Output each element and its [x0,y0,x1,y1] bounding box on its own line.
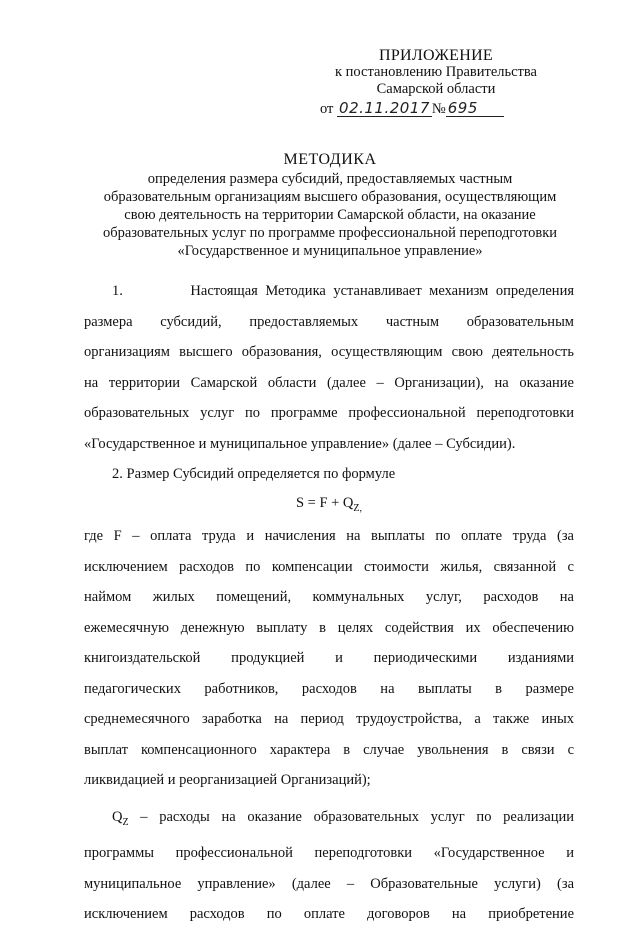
text-line: 1. Настоящая Методика устанавливает механизм определения [112,283,574,299]
handwritten-number: 695 [446,100,504,117]
subtitle-line: образовательным организациям высшего образования, осуществляющим [103,189,557,205]
appendix-line-2: Самарской области [376,81,496,97]
paragraph-1 [84,276,574,459]
appendix-line-1: к постановлению Правительства [335,64,537,80]
text-line: педагогических работников, расходов на выплаты в размере [84,680,574,697]
subtitle-line: определения размера субсидий, предоставляемых частным [147,171,513,187]
text-line: «Государственное и муниципальное управление» (далее – Субсидии). [84,435,516,452]
appendix-dateline [306,100,566,118]
appendix-header [306,47,566,118]
subtitle-line: образовательных услуг по программе профессиональной переподготовки [102,225,558,241]
text-line: исключением расходов по компенсации стоимости жилья, связанной с [84,558,574,575]
paragraph-4 [84,802,574,930]
paragraph-2: 2. Размер Субсидий определяется по формуле [112,466,396,482]
text-line: книгоиздательской продукцией и периодическими изданиями [84,650,574,667]
formula-subscript: Z, [353,502,363,514]
subtitle-line: свою деятельность на территории Самарской области, на оказание [124,207,536,223]
formula [84,490,574,522]
handwritten-date: 02.11.2017 [339,99,430,117]
document-heading: МЕТОДИКА [283,151,377,168]
subtitle-line: «Государственное и муниципальное управление» [177,243,483,259]
text-line: муниципальное управление» (далее – Образовательные услуги) (за [84,875,574,892]
number-prefix: № [431,101,446,117]
q-subscript: Z [122,816,129,828]
text-line: программы профессиональной переподготовки «Государственное и [84,845,574,862]
document-subtitle [60,170,600,260]
text-fragment: – расходы на оказание образовательных услуг по реализации [128,808,574,825]
text-line [84,802,574,838]
document-body [84,276,574,930]
text-line: наймом жилых помещений, коммунальных услуг, расходов на [84,589,574,606]
formula-text: S = F + Q [295,494,354,511]
text-line: размера субсидий, предоставляемых частным образовательным [84,313,574,330]
appendix-title: ПРИЛОЖЕНИЕ [378,47,493,64]
text-line: на территории Самарской области (далее – Организации), на оказание [84,374,574,391]
document-title-block [60,151,600,260]
text-line: выплат компенсационного характера в случае увольнения в связи с [84,741,574,758]
paragraph-3 [84,521,574,796]
text-line: исключением расходов по оплате договоров на приобретение [84,906,574,923]
text-line: среднемесячного заработка на период трудоустройства, а также иных [84,711,574,728]
text-line: образовательных услуг по программе профессиональной переподготовки [84,405,574,421]
text-line: где F – оплата труда и начисления на выплаты по оплате труда (за [84,528,574,545]
q-symbol: Q [112,808,123,825]
date-prefix: от [320,101,334,117]
text-line: ежемесячную денежную выплату в целях содействия их обеспечению [84,619,574,636]
text-line: ликвидацией и реорганизацией Организаций); [84,772,371,789]
text-line: организациям высшего образования, осуществляющим свою деятельность [84,344,574,360]
